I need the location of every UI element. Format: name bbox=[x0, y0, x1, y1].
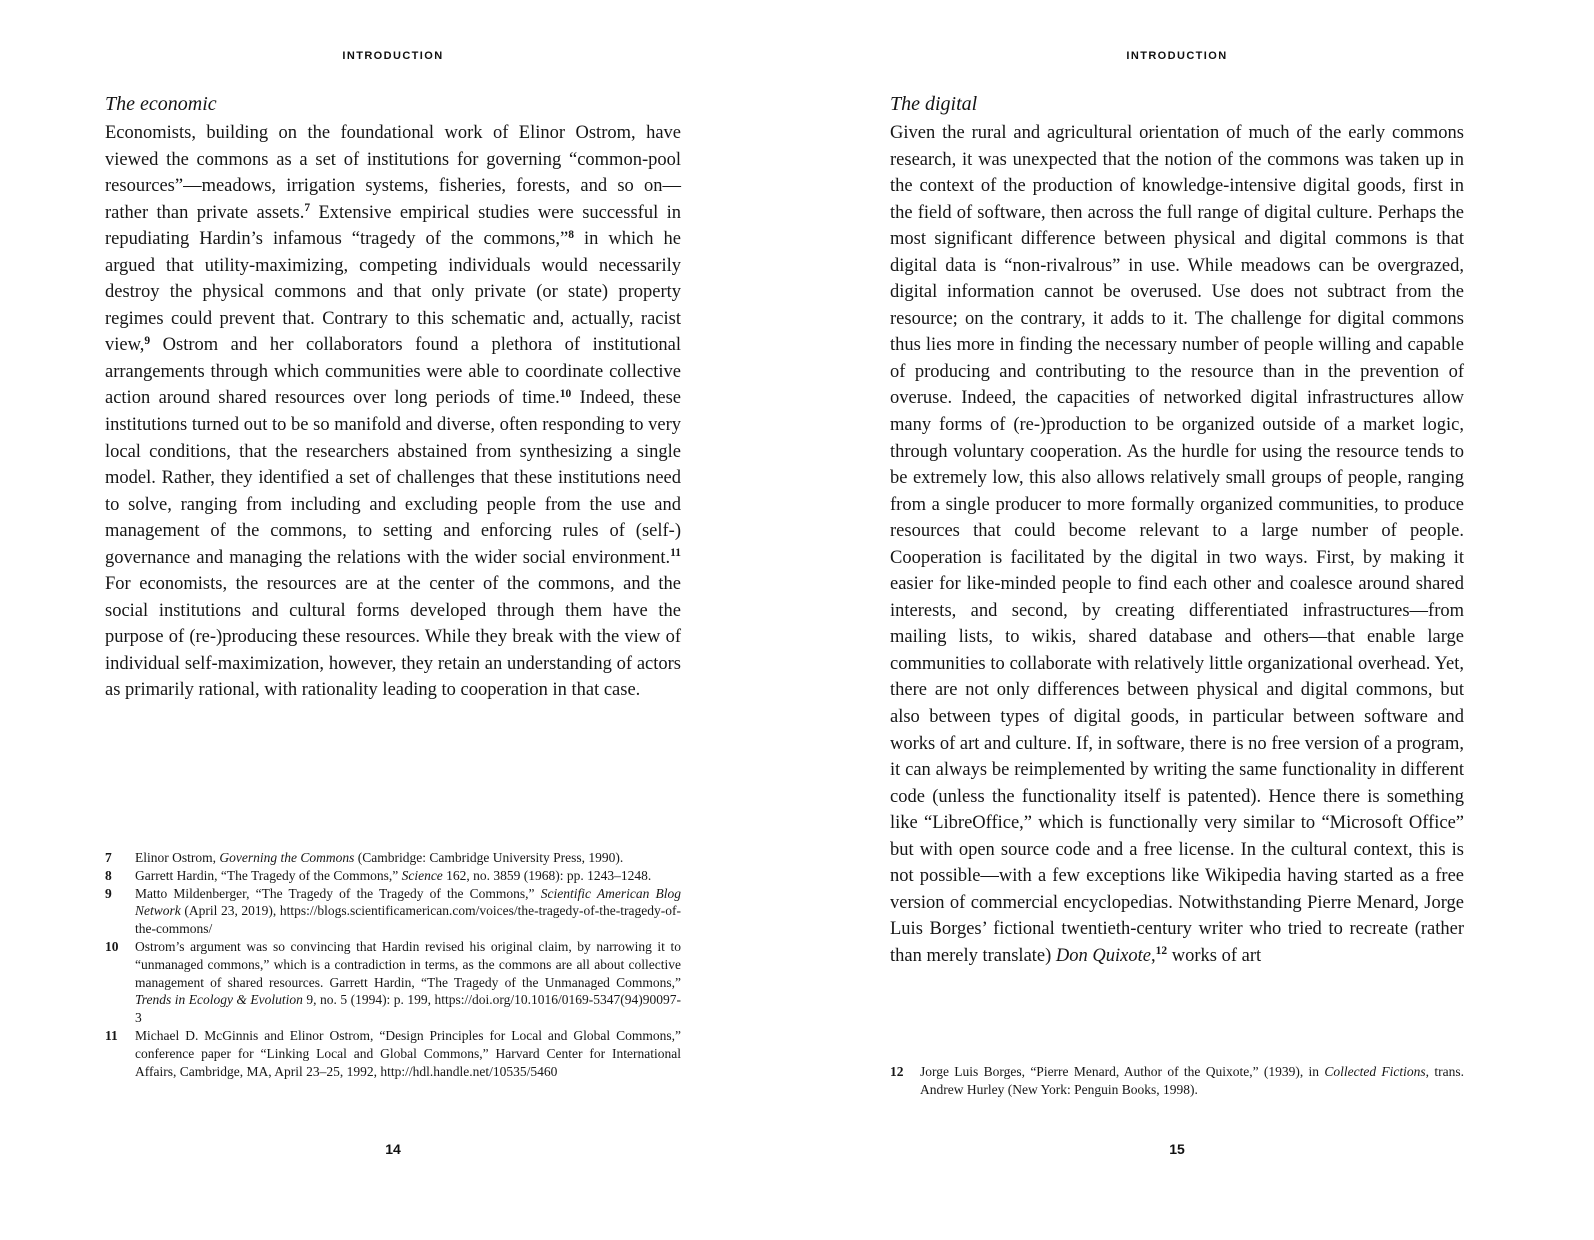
page-right-content bbox=[890, 0, 1464, 970]
page-number: 15 bbox=[1169, 1141, 1185, 1157]
footnote-text: Jorge Luis Borges, “Pierre Menard, Author of the Quixote,” (1939), in Collected Fictions, trans. Andrew Hurley (New York: Penguin Books, 1998). bbox=[920, 1064, 1464, 1097]
footnote-marker: 11 bbox=[670, 547, 681, 560]
body-text: Economists, building on the foundational work of Elinor Ostrom, have viewed the commons as a set of institutions for governing “common-pool resources”—meadows, irrigation systems, fisheries, forests, and so on—rather than private assets.$^7$ Extensive empirical studies were successful in repudiating Hardin’s infamous “tragedy of the commons,”$^8$ in which he argued that utility-maximizing, competing individuals would necessarily destroy the physical commons and that only private (or state) property regimes could prevent that. Contrary to this schematic and, actually, racist view,$^9$ Ostrom and her collaborators found a plethora of institutional arrangements through which communities were able to coordinate collective action around shared resources over long periods of time.$^{10}$ Indeed, these institutions turned out to be so manifold and diverse, often responding to very local conditions, that the researchers abstained from synthesizing a single model. Rather, they identified a set of challenges that these institutions need to solve, ranging from including and excluding people from the use and management of the commons, to setting and enforcing rules of (self-) governance and managing the relations with the wider social environment.$^{11}$ For economists, the resources are at the center of the commons, and the social institutions and cultural forms developed through them have the purpose of (re-)producing these resources. While they break with the view of individual self-maximization, however, they retain an understanding of actors as primarily rational, with rationality leading to cooperation in that case. bbox=[105, 123, 682, 701]
footnote-number: 10 bbox=[105, 938, 119, 954]
footnote-text: Elinor Ostrom, Governing the Commons (Cambridge: Cambridge University Press, 1990). bbox=[135, 850, 624, 865]
footnote-number: 7 bbox=[105, 850, 112, 865]
footnote bbox=[105, 867, 681, 885]
running-head: INTRODUCTION bbox=[1126, 50, 1228, 62]
page-right bbox=[797, 0, 1594, 1240]
footnote-marker: 7 bbox=[304, 202, 311, 215]
footnote-text: Matto Mildenberger, “The Tragedy of the Tragedy of the Commons,” Scientific American Blog Network (April 23, 2019), https://blogs.scientificamerican.com/voices/the-tragedy-of-the-tragedy-of-the-commons/ bbox=[135, 885, 681, 937]
footnote-text: Michael D. McGinnis and Elinor Ostrom, “Design Principles for Local and Global Commons,” conference paper for “Linking Local and Global Commons,” Harvard Center for International Affairs, Cambridge, MA, April 23–25, 1992, http://hdl.handle.net/10535/5460 bbox=[135, 1027, 681, 1079]
footnote bbox=[105, 938, 681, 1027]
footnote-marker: 9 bbox=[144, 334, 151, 347]
footnote bbox=[890, 1063, 1464, 1099]
footnote-text: Garrett Hardin, “The Tragedy of the Commons,” Science 162, no. 3859 (1968): pp. 1243–1248. bbox=[135, 867, 652, 883]
footnote-number: 11 bbox=[105, 1027, 118, 1043]
footnote bbox=[105, 1027, 681, 1080]
footnote-text: Ostrom’s argument was so convincing that Hardin revised his original claim, by narrowing it to “unmanaged commons,” which is a contradiction in terms, as the commons are all about collective management of shared resources. Garrett Hardin, “The Tragedy of the Unmanaged Commons,” Trends in Ecology & Evolution 9, no. 5 (1994): p. 199, https://doi.org/10.1016/0169-5347(94)90097-3 bbox=[135, 938, 681, 1026]
footnotes bbox=[890, 1063, 1464, 1099]
footnote-marker: 8 bbox=[568, 228, 574, 241]
footnote-marker: 12 bbox=[1155, 945, 1168, 958]
footnote bbox=[105, 885, 681, 938]
footnote-marker: 10 bbox=[559, 387, 572, 400]
footnotes bbox=[105, 849, 681, 1080]
footnote bbox=[105, 849, 681, 867]
body-text: Given the rural and agricultural orientation of much of the early commons research, it was unexpected that the notion of the commons was taken up in the context of the production of knowledge-intensive digital goods, first in the field of software, then across the full range of digital culture. Perhaps the most significant difference between physical and digital commons is that digital data is “non-rivalrous” in use. While meadows can be overgrazed, digital information cannot be overused. Use does not subtract from the resource; on the contrary, it adds to it. The challenge for digital commons thus lies more in finding the necessary number of people willing and capable of producing and contributing to the resource than in the prevention of overuse. Indeed, the capacities of networked digital infrastructures allow many forms of (re-)production to be organized outside of a market logic, through voluntary cooperation. As the hurdle for using the resource tends to be extremely low, this also allows relatively small groups of people, ranging from a single producer to more formally organized communities, to produce resources that could become relevant to a large number of people. Cooperation is facilitated by the digital in two ways. First, by making it easier for like-minded people to find each other and coalesce around shared interests, and second, by creating differentiated infrastructures—from mailing lists, to wikis, shared database and others—that enable large communities to collaborate with relatively little organizational overhead. Yet, there are not only differences between physical and digital commons, but also between types of digital goods, in particular between software and works of art and culture. If, in software, there is no free version of a program, it can always be reimplemented by writing the same functionality in different code (unless the functionality itself is patented). Hence there is something like “LibreOffice,” which is functionally very similar to “Microsoft Office” but with open source code and a free license. In the cultural context, this is not possible—with a few exceptions like Wikipedia having started as a free version of commercial encyclopedias. Notwithstanding Pierre Menard, Jorge Luis Borges’ fictional twentieth-century writer who tried to recreate (rather than merely translate) Don Quixote,$^{12}$ works of art bbox=[890, 123, 1464, 966]
page-left-content bbox=[105, 0, 681, 704]
page-number: 14 bbox=[385, 1141, 401, 1157]
footnote-number: 12 bbox=[890, 1064, 904, 1079]
footnote-number: 8 bbox=[105, 867, 112, 883]
footnote-number: 9 bbox=[105, 885, 112, 901]
section-heading: The economic bbox=[105, 93, 217, 115]
running-head: INTRODUCTION bbox=[342, 50, 444, 62]
section-heading: The digital bbox=[890, 93, 978, 115]
